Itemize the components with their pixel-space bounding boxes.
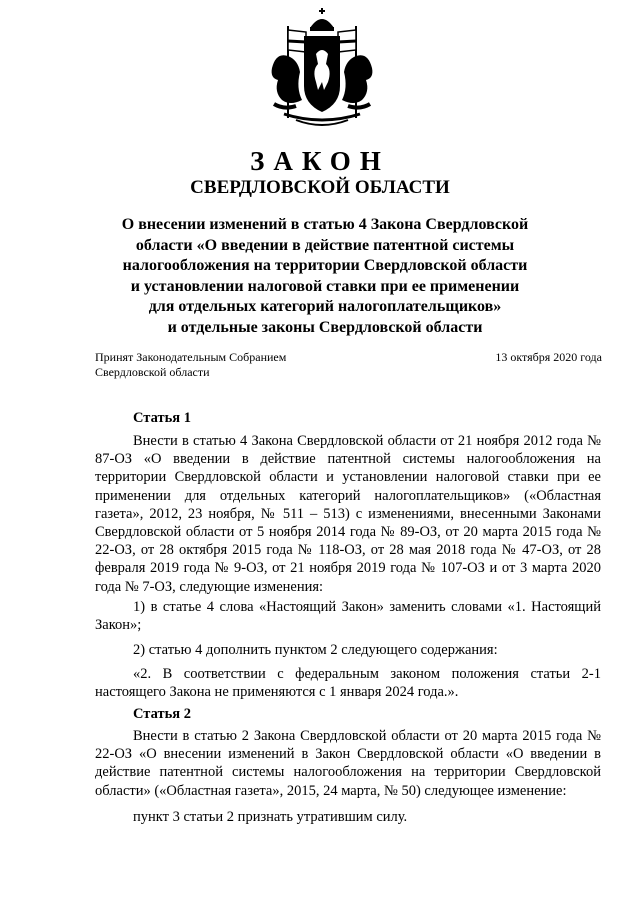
region-title: СВЕРДЛОВСКОЙ ОБЛАСТИ <box>190 177 450 198</box>
law-title-line: для отдельных категорий налогоплательщиков» <box>148 298 502 315</box>
adopted-by-line2: Свердловской области <box>95 365 210 379</box>
law-title-line: О внесении изменений в статью 4 Закона Свердловской <box>121 216 529 233</box>
article-1-item-2: 2) статью 4 дополнить пунктом 2 следующего содержания: <box>133 642 498 658</box>
adoption-info <box>95 350 286 380</box>
adoption-date: 13 октября 2020 года <box>495 350 602 364</box>
law-title-line: и установлении налоговой ставки при ее применении <box>130 277 520 295</box>
law-title <box>95 215 555 338</box>
article-2-intro: Внести в статью 2 Закона Свердловской области от 20 марта 2015 года № 22-ОЗ «О внесении изменений в Закон Свердловской области «О введении в действие патентной системы налогообложения на территории Свердловской области» («Областная газета», 2015, 24 марта, № 50) следующее изменение: <box>95 728 601 799</box>
law-title-line: налогообложения на территории Свердловской области <box>122 257 528 274</box>
article-1-item-1: 1) в статье 4 слова «Настоящий Закон» заменить словами «1. Настоящий Закон»; <box>95 599 601 634</box>
article-1-heading: Статья 1 <box>133 410 191 426</box>
law-title-line: области «О введении в действие патентной системы <box>135 236 515 254</box>
adopted-by-line1: Принят Законодательным Собранием <box>95 350 287 364</box>
document-title: ЗАКОН <box>250 146 390 176</box>
article-2-item: пункт 3 статьи 2 признать утратившим силу. <box>133 809 408 825</box>
article-1-quote: «2. В соответствии с федеральным законом положения статьи 2-1 настоящего Закона не применяются с 1 января 2024 года.». <box>95 666 601 701</box>
article-2-heading: Статья 2 <box>133 706 191 722</box>
law-title-line: и отдельные законы Свердловской области <box>167 318 483 336</box>
article-1-intro: Внести в статью 4 Закона Свердловской области от 21 ноября 2012 года № 87-ОЗ «О введении в действие патентной системы налогообложения на территории Свердловской области и установлении налоговой ставки при ее применении для отдельных категорий налогоплательщиков» («Областная газета», 2012, 23 ноября, № 511 – 513) с изменениями, внесенными Законами Свердловской области от 5 ноября 2014 года № 89-ОЗ, от 20 марта 2015 года № 22-ОЗ, от 28 октября 2015 года № 118-ОЗ, от 28 мая 2018 года № 47-ОЗ, от 28 февраля 2019 года № 9-ОЗ, от 21 ноября 2019 года № 107-ОЗ и от 3 марта 2020 года № 7-ОЗ, следующие изменения: <box>95 433 601 595</box>
coat-of-arms-icon <box>266 8 378 130</box>
